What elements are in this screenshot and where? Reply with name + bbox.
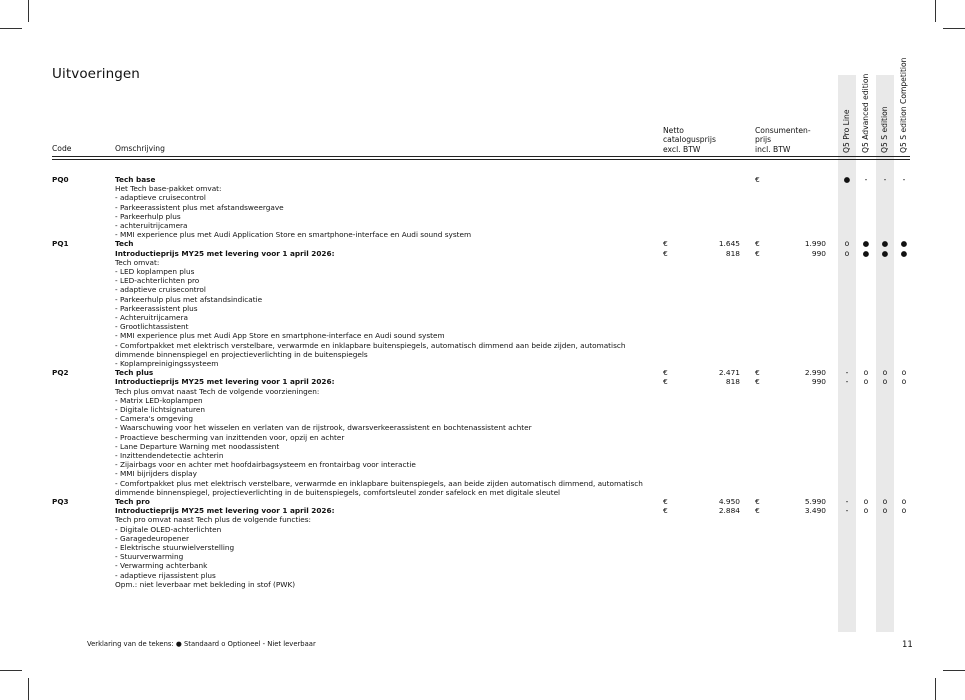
euro-sign: € <box>663 248 668 258</box>
option-title: Introductieprijs MY25 met levering voor 1 april 2026: <box>115 248 335 258</box>
option-description-line: Tech pro omvat naast Tech plus de volgende functies: <box>115 515 311 525</box>
header-consumer: Consumenten- prijs incl. BTW <box>755 126 811 154</box>
availability-mark: ● <box>900 248 908 258</box>
availability-mark: ● <box>881 248 889 258</box>
option-title: Introductieprijs MY25 met levering voor 1 april 2026: <box>115 377 335 387</box>
availability-mark: o <box>882 506 888 516</box>
option-description-line: - adaptieve rijassistent plus <box>115 570 216 580</box>
crop-mark <box>0 28 22 29</box>
availability-mark: - <box>902 175 906 184</box>
availability-mark: o <box>901 506 907 516</box>
euro-sign: € <box>755 377 760 387</box>
euro-sign: € <box>755 248 760 258</box>
consumer-price: 1.990 <box>804 239 826 249</box>
crop-mark <box>943 670 965 671</box>
option-description-line: - Achteruitrijcamera <box>115 313 188 322</box>
availability-mark: ● <box>862 248 870 258</box>
header-code: Code <box>52 144 72 153</box>
option-description-line: - MMI experience plus met Audi Application Store en smartphone-interface en Audi sound system <box>115 230 472 240</box>
header-variant: Q5 Pro Line <box>842 109 851 153</box>
crop-mark <box>0 670 22 671</box>
euro-sign: € <box>663 506 668 516</box>
euro-sign: € <box>663 239 668 249</box>
netto-price: 818 <box>725 377 740 387</box>
availability-mark: ● <box>843 175 851 184</box>
option-title: Tech pro <box>115 497 150 506</box>
option-description-line: dimmende binnenspiegel en projectieverlichting in de buitenspiegels <box>115 349 368 359</box>
option-description-line: - Parkeerhulp plus <box>115 211 181 221</box>
option-description-line: - adaptieve cruisecontrol <box>115 285 206 295</box>
crop-mark <box>28 0 29 22</box>
consumer-price: 5.990 <box>804 497 826 506</box>
consumer-price: 990 <box>811 377 826 387</box>
option-description-line: - LED-achterlichten pro <box>115 276 200 286</box>
header-rule <box>52 159 910 160</box>
euro-sign: € <box>663 368 668 378</box>
option-description-line: - Elektrische stuurwielverstelling <box>115 543 235 552</box>
euro-sign: € <box>755 368 760 378</box>
availability-mark: o <box>863 497 869 506</box>
option-description-line: - achteruitrijcamera <box>115 221 188 230</box>
option-description-line: - Lane Departure Warning met noodassistent <box>115 441 280 451</box>
consumer-price: 2.990 <box>804 368 826 378</box>
option-description-line: dimmende binnenspiegel, projectieverlichting in de buitenspiegels, comfortsleutel zonder safelock en met digitale sleutel <box>115 487 561 497</box>
option-description-line: - Garagedeuropener <box>115 533 189 543</box>
consumer-price: 990 <box>811 248 826 258</box>
option-description-line: Het Tech base-pakket omvat: <box>115 184 222 194</box>
netto-price: 2.471 <box>718 368 740 378</box>
option-description-line: - Inzittendendetectie achterin <box>115 451 224 460</box>
euro-sign: € <box>663 377 668 387</box>
option-code: PQ2 <box>52 368 69 378</box>
euro-sign: € <box>755 175 760 184</box>
availability-mark: - <box>845 506 849 516</box>
option-description-line: - MMI experience plus met Audi App Store en smartphone-interface en Audi sound system <box>115 331 445 341</box>
euro-sign: € <box>663 497 668 506</box>
option-title: Tech plus <box>115 368 154 378</box>
availability-mark: ● <box>862 239 870 249</box>
availability-mark: - <box>845 377 849 387</box>
availability-mark: ● <box>881 239 889 249</box>
option-code: PQ3 <box>52 497 69 506</box>
option-description-line: - Parkeerassistent plus met afstandsweergave <box>115 202 284 212</box>
option-description-line: - adaptieve cruisecontrol <box>115 193 206 203</box>
availability-mark: ● <box>900 239 908 249</box>
option-description-line: - MMI bijrijders display <box>115 469 197 479</box>
option-code: PQ0 <box>52 175 69 184</box>
availability-mark: o <box>863 368 869 378</box>
option-title: Tech base <box>115 175 156 184</box>
euro-sign: € <box>755 506 760 516</box>
option-description-line: - Digitale OLED-achterlichten <box>115 524 222 534</box>
option-title: Introductieprijs MY25 met levering voor 1 april 2026: <box>115 506 335 516</box>
option-description-line: - Camera's omgeving <box>115 414 194 424</box>
option-description-line: - Digitale lichtsignaturen <box>115 405 205 414</box>
euro-sign: € <box>755 239 760 249</box>
availability-mark: o <box>844 239 850 249</box>
availability-mark: o <box>863 377 869 387</box>
option-description-line: - Comfortpakket met elektrisch verstelbare, verwarmde en inklapbare buitenspiegels, automatisch dimmend aan beide zijden, automatisch <box>115 340 626 350</box>
netto-price: 4.950 <box>718 497 740 506</box>
option-description-line: - Parkeerassistent plus <box>115 303 198 313</box>
crop-mark <box>943 28 965 29</box>
crop-mark <box>935 0 936 22</box>
availability-mark: o <box>882 368 888 378</box>
netto-price: 1.645 <box>718 239 740 249</box>
option-description-line: - Parkeerhulp plus met afstandsindicatie <box>115 294 263 304</box>
availability-mark: o <box>901 497 907 506</box>
option-description-line: Tech plus omvat naast Tech de volgende voorzieningen: <box>115 386 320 396</box>
availability-mark: o <box>863 506 869 516</box>
availability-mark: - <box>864 175 868 184</box>
option-description-line: Opm.: niet leverbaar met bekleding in stof (PWK) <box>115 579 296 589</box>
netto-price: 2.884 <box>718 506 740 516</box>
availability-mark: - <box>883 175 887 184</box>
availability-mark: o <box>882 497 888 506</box>
option-description-line: - Waarschuwing voor het wisselen en verlaten van de rijstrook, dwarsverkeerassistent en bochtenassistent achter <box>115 423 532 433</box>
availability-mark: o <box>882 377 888 387</box>
legend: Verklaring van de tekens: ● Standaard o Optioneel - Niet leverbaar <box>87 640 316 648</box>
header-netto: Netto catalogusprijs excl. BTW <box>663 126 716 154</box>
header-variant: Q5 S edition Competition <box>899 57 908 153</box>
crop-mark <box>935 678 936 700</box>
availability-mark: - <box>845 497 849 506</box>
availability-mark: o <box>901 368 907 378</box>
option-description-line: - Grootlichtassistent <box>115 322 189 332</box>
availability-mark: o <box>901 377 907 387</box>
option-title: Tech <box>115 239 134 249</box>
header-variant: Q5 S edition <box>880 106 889 153</box>
header-description: Omschrijving <box>115 144 165 153</box>
option-description-line: - Matrix LED-koplampen <box>115 395 203 405</box>
availability-mark: o <box>844 248 850 258</box>
option-description-line: - LED koplampen plus <box>115 267 195 276</box>
option-code: PQ1 <box>52 239 69 249</box>
option-description-line: Tech omvat: <box>115 257 160 267</box>
page-title: Uitvoeringen <box>52 66 140 82</box>
euro-sign: € <box>755 497 760 506</box>
option-description-line: - Comfortpakket plus met elektrisch verstelbare, verwarmde en inklapbare buitenspiegels, aan beide zijden automatisch dimmend, automatisch <box>115 478 643 488</box>
netto-price: 818 <box>725 248 740 258</box>
option-description-line: - Zijairbags voor en achter met hoofdairbagsysteem en frontairbag voor interactie <box>115 460 416 470</box>
consumer-price: 3.490 <box>804 506 826 516</box>
availability-mark: - <box>845 368 849 378</box>
option-description-line: - Proactieve bescherming van inzittenden voor, opzij en achter <box>115 432 345 442</box>
option-description-line: - Verwarming achterbank <box>115 561 208 571</box>
option-description-line: - Koplampreinigingssysteem <box>115 359 219 368</box>
page-number: 11 <box>902 640 913 650</box>
option-description-line: - Stuurverwarming <box>115 552 184 562</box>
header-variant: Q5 Advanced edition <box>861 73 870 153</box>
crop-mark <box>28 678 29 700</box>
header-rule <box>52 156 910 157</box>
